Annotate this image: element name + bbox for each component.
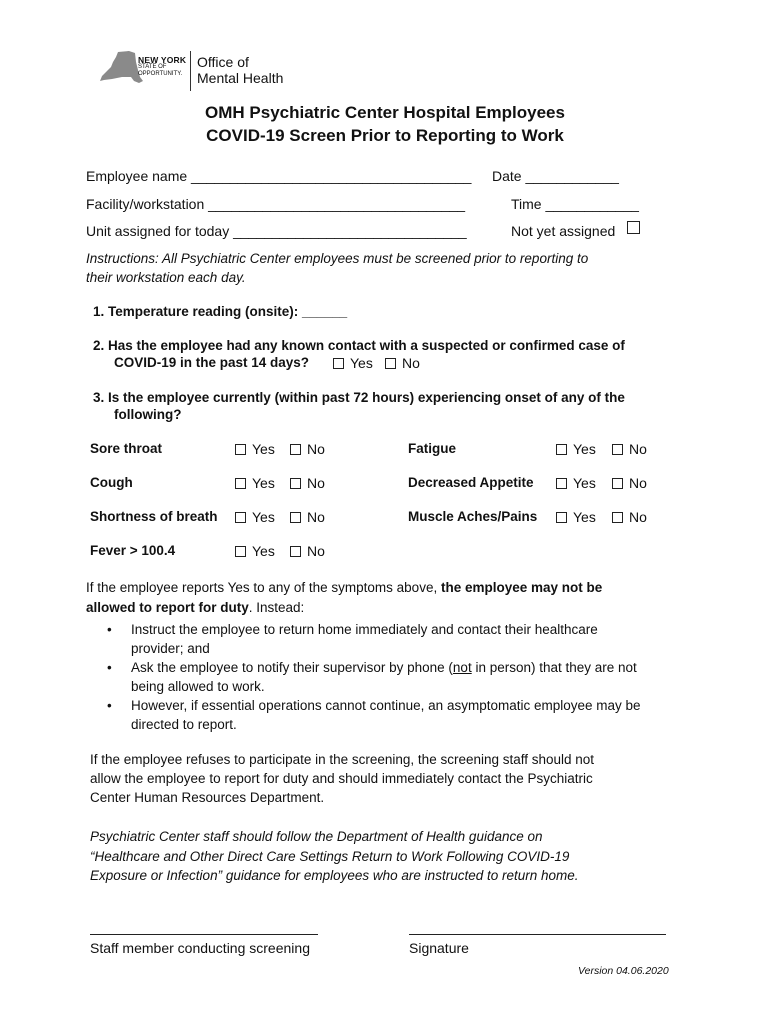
- symptom-shortness-of-breath-label: Shortness of breath: [90, 509, 218, 524]
- unit-field[interactable]: Unit assigned for today ______________________________: [86, 223, 467, 239]
- instructions-line1: Instructions: All Psychiatric Center employees must be screened prior to reporting to: [86, 251, 589, 266]
- checkbox-icon: [612, 444, 623, 455]
- not-yet-assigned-checkbox[interactable]: [627, 221, 640, 234]
- sore-throat-no-option[interactable]: [290, 441, 325, 457]
- bullet-2-line2: being allowed to work.: [131, 679, 265, 694]
- symptom-decreased-appetite-label: Decreased Appetite: [408, 475, 534, 490]
- employee-signature-line[interactable]: [409, 934, 666, 935]
- checkbox-icon: [612, 478, 623, 489]
- instructions-line2: their workstation each day.: [86, 270, 246, 285]
- bullet-icon: •: [107, 698, 112, 713]
- shortness-of-breath-yes-option[interactable]: [235, 509, 275, 525]
- outcome-emphasis-2: allowed to report for duty: [86, 600, 249, 615]
- fatigue-no-option[interactable]: [612, 441, 647, 457]
- outcome-bullet-list: [103, 620, 641, 734]
- question-3-line2: following?: [114, 407, 182, 422]
- fatigue-yes-option[interactable]: [556, 441, 596, 457]
- no-label: No: [307, 441, 325, 457]
- guidance-line3: Exposure or Infection” guidance for employees who are instructed to return home.: [90, 868, 579, 883]
- checkbox-icon: [333, 358, 344, 369]
- date-field[interactable]: Date ____________: [492, 168, 619, 184]
- no-label: No: [402, 355, 420, 371]
- muscle-aches-yes-option[interactable]: [556, 509, 596, 525]
- checkbox-icon: [612, 512, 623, 523]
- bullet-3-line2: directed to report.: [131, 717, 237, 732]
- bullet-icon: •: [107, 660, 112, 675]
- employee-name-field[interactable]: Employee name ____________________________________: [86, 168, 472, 184]
- checkbox-icon: [290, 444, 301, 455]
- checkbox-icon: [235, 478, 246, 489]
- checkbox-icon: [235, 546, 246, 557]
- outcome-emphasis-1: the employee may not be: [440, 580, 603, 595]
- refuse-line3: Center Human Resources Department.: [90, 790, 325, 805]
- page-title-line2: COVID-19 Screen Prior to Reporting to Work: [206, 126, 564, 145]
- question-2-yes-option[interactable]: [333, 355, 373, 371]
- question-1-temperature: 1. Temperature reading (onsite): ______: [93, 304, 348, 319]
- shortness-of-breath-no-option[interactable]: [290, 509, 325, 525]
- checkbox-icon: [290, 478, 301, 489]
- refuse-line1: If the employee refuses to participate in the screening, the screening staff should not: [90, 752, 595, 767]
- muscle-aches-no-option[interactable]: [612, 509, 647, 525]
- checkbox-icon: [556, 478, 567, 489]
- bullet-3-line1: However, if essential operations cannot continue, an asymptomatic employee may be: [131, 698, 641, 713]
- symptom-muscle-aches-label: Muscle Aches/Pains: [408, 509, 538, 524]
- outcome-intro-line2: [86, 600, 304, 615]
- guidance-line1: Psychiatric Center staff should follow the Department of Health guidance on: [90, 829, 543, 844]
- checkbox-icon: [556, 444, 567, 455]
- checkbox-icon: [556, 512, 567, 523]
- not-yet-assigned-label: Not yet assigned: [511, 223, 616, 239]
- decreased-appetite-no-option[interactable]: [612, 475, 647, 491]
- yes-label: Yes: [252, 509, 275, 525]
- time-field[interactable]: Time ____________: [511, 196, 639, 212]
- checkbox-icon: [385, 358, 396, 369]
- bullet-1-line2: provider; and: [131, 641, 210, 656]
- no-label: No: [629, 475, 647, 491]
- yes-label: Yes: [573, 509, 596, 525]
- yes-label: Yes: [350, 355, 373, 371]
- symptom-sore-throat-label: Sore throat: [90, 441, 163, 456]
- yes-label: Yes: [252, 543, 275, 559]
- checkbox-icon: [235, 512, 246, 523]
- logo-office-line2: Mental Health: [197, 70, 284, 86]
- decreased-appetite-yes-option[interactable]: [556, 475, 596, 491]
- no-label: No: [307, 543, 325, 559]
- question-2-no-option[interactable]: [385, 355, 420, 371]
- facility-field[interactable]: Facility/workstation _________________________________: [86, 196, 466, 212]
- logo-state-line1: NEW YORK: [138, 55, 187, 65]
- question-2-line1: 2. Has the employee had any known contact with a suspected or confirmed case of: [93, 338, 625, 353]
- cough-yes-option[interactable]: [235, 475, 275, 491]
- outcome-intro-text: If the employee reports Yes to any of the symptoms above,: [86, 580, 441, 595]
- symptom-fever-label: Fever > 100.4: [90, 543, 176, 558]
- yes-label: Yes: [252, 441, 275, 457]
- no-label: No: [307, 509, 325, 525]
- bullet-icon: •: [107, 622, 112, 637]
- question-2-line2: COVID-19 in the past 14 days?: [114, 355, 310, 370]
- yes-label: Yes: [573, 475, 596, 491]
- cough-no-option[interactable]: [290, 475, 325, 491]
- no-label: No: [307, 475, 325, 491]
- bullet-2-pre: Ask the employee to notify their supervisor by phone (: [131, 660, 453, 675]
- no-label: No: [629, 509, 647, 525]
- question-3-line1: 3. Is the employee currently (within past 72 hours) experiencing onset of any of the: [93, 390, 625, 405]
- logo-office-line1: Office of: [197, 54, 249, 70]
- checkbox-icon: [290, 512, 301, 523]
- checkbox-icon: [235, 444, 246, 455]
- yes-label: Yes: [252, 475, 275, 491]
- outcome-intro-line1: [86, 580, 602, 595]
- symptom-cough-label: Cough: [90, 475, 133, 490]
- staff-signature-line[interactable]: [90, 934, 318, 935]
- outcome-instead-text: . Instead:: [248, 600, 305, 615]
- bullet-2-post: in person) that they are not: [471, 660, 637, 675]
- fever-yes-option[interactable]: [235, 543, 275, 559]
- logo-state-line3: OPPORTUNITY.: [138, 71, 183, 77]
- version-label: Version 04.06.2020: [578, 965, 669, 977]
- staff-signature-label: Staff member conducting screening: [90, 940, 310, 956]
- page-title-line1: OMH Psychiatric Center Hospital Employees: [205, 103, 565, 122]
- no-label: No: [629, 441, 647, 457]
- bullet-2-not-emphasis: not: [452, 660, 472, 675]
- fever-no-option[interactable]: [290, 543, 325, 559]
- yes-label: Yes: [573, 441, 596, 457]
- sore-throat-yes-option[interactable]: [235, 441, 275, 457]
- bullet-1-line1: Instruct the employee to return home immediately and contact their healthcare: [131, 622, 598, 637]
- list-item: [103, 696, 641, 734]
- nys-logo: [98, 50, 298, 90]
- employee-signature-label: Signature: [409, 940, 469, 956]
- list-item: [103, 658, 641, 696]
- guidance-line2: “Healthcare and Other Direct Care Settings Return to Work Following COVID-19: [90, 849, 570, 864]
- checkbox-icon: [290, 546, 301, 557]
- refuse-line2: allow the employee to report for duty and should immediately contact the Psychiatric: [90, 771, 593, 786]
- logo-divider: [190, 51, 191, 91]
- list-item: [103, 620, 641, 658]
- symptom-fatigue-label: Fatigue: [408, 441, 457, 456]
- logo-state-line2: STATE OF: [138, 64, 167, 70]
